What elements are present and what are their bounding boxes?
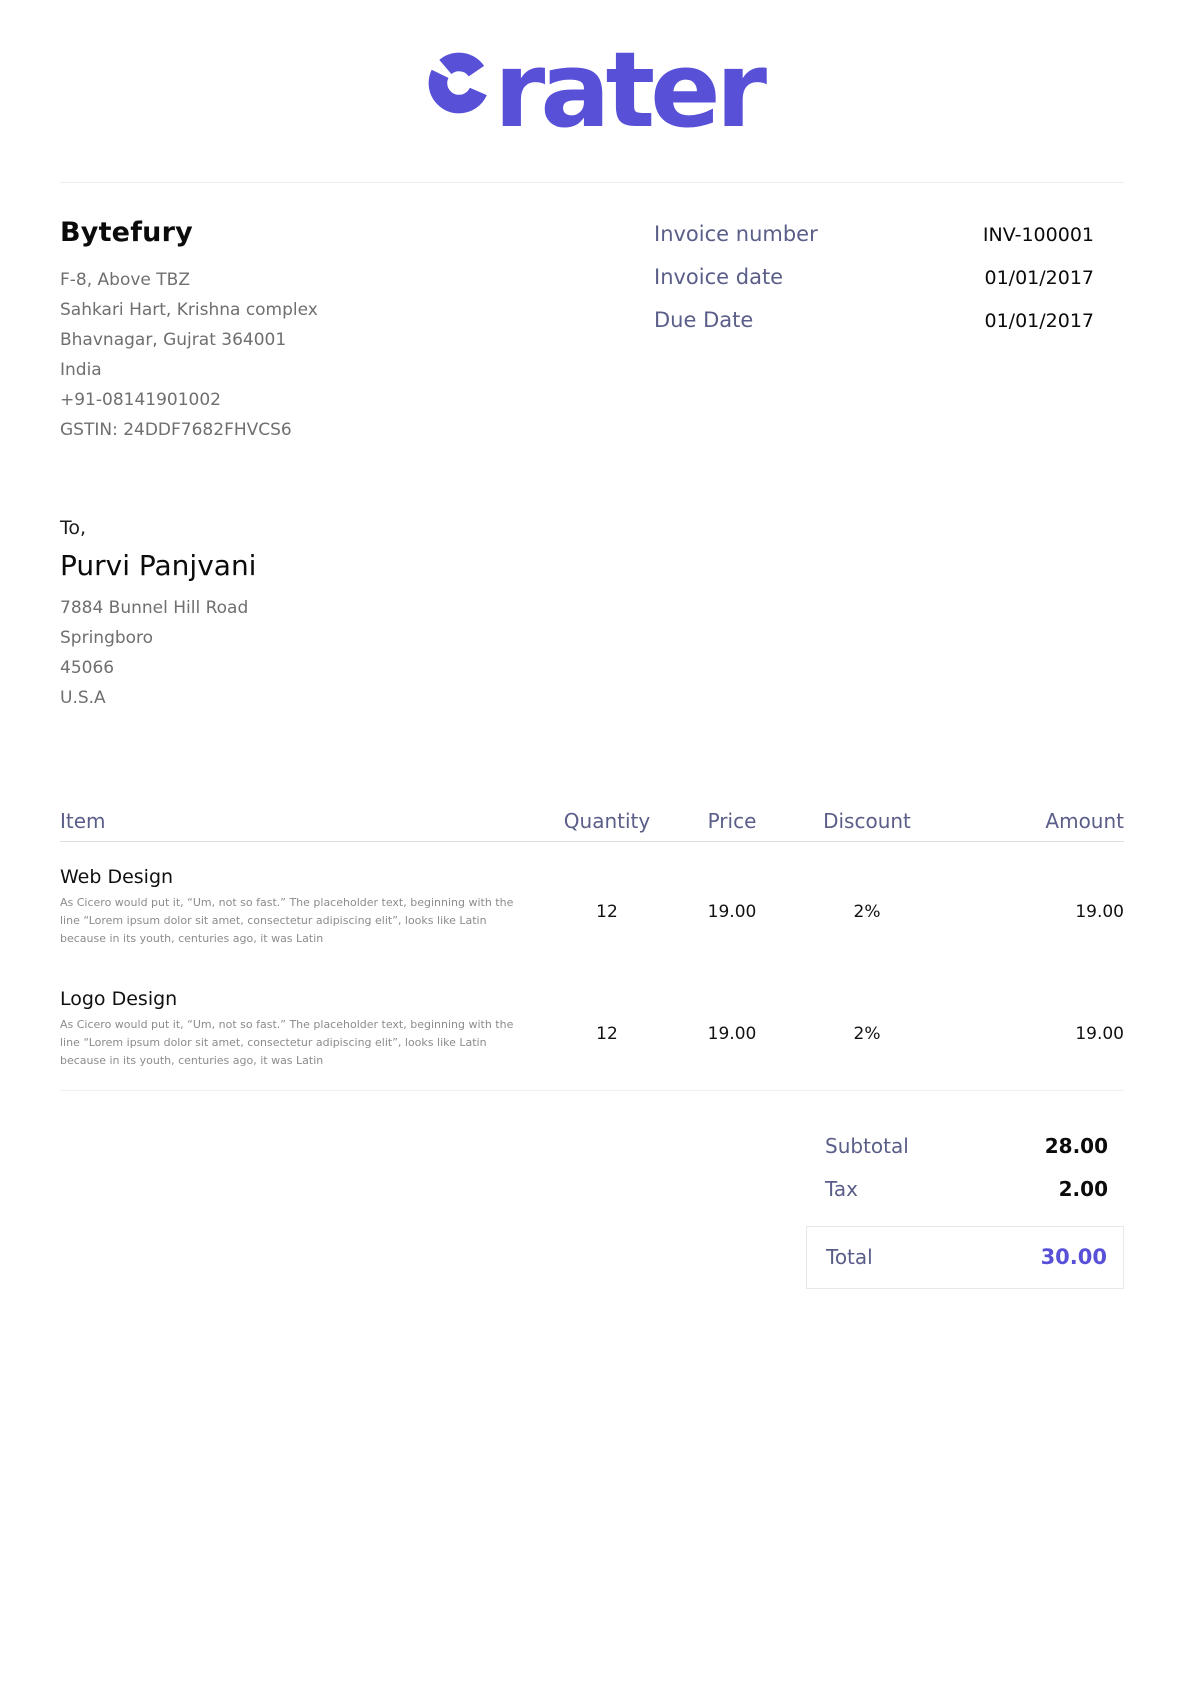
item-quantity: 12 bbox=[596, 1023, 618, 1044]
crater-logo bbox=[428, 29, 762, 151]
invoice-date-value: 01/01/2017 bbox=[984, 266, 1094, 289]
item-amount: 19.00 bbox=[1075, 1023, 1124, 1044]
item-discount: 2% bbox=[853, 1023, 881, 1044]
items-table bbox=[60, 713, 1124, 1070]
item-name: Web Design bbox=[60, 865, 174, 888]
seller-address-line: India bbox=[60, 359, 102, 380]
seller-name: Bytefury bbox=[60, 216, 193, 248]
table-row bbox=[60, 842, 1124, 948]
item-discount: 2% bbox=[853, 901, 881, 922]
item-description: As Cicero would put it, “Um, not so fast.” The placeholder text, beginning with the line “Lorem ipsum dolor sit amet, consectetur adipiscing elit”, looks like Latin because in its youth, centuries ago, it was Latin bbox=[60, 1017, 514, 1067]
tax-label: Tax bbox=[825, 1176, 858, 1201]
item-quantity: 12 bbox=[596, 901, 618, 922]
seller-address-line: F-8, Above TBZ bbox=[60, 269, 190, 290]
items-table-header bbox=[60, 809, 1124, 842]
item-amount: 19.00 bbox=[1075, 901, 1124, 922]
customer-address-line: U.S.A bbox=[60, 687, 106, 708]
subtotal-label: Subtotal bbox=[825, 1133, 909, 1158]
due-date-label: Due Date bbox=[654, 307, 754, 332]
header-quantity: Quantity bbox=[563, 808, 651, 833]
customer-address bbox=[60, 593, 1130, 713]
subtotal-row bbox=[806, 1133, 1124, 1160]
header bbox=[0, 0, 1190, 151]
invoice-number-label: Invoice number bbox=[654, 221, 818, 246]
header-discount: Discount bbox=[823, 808, 911, 833]
due-date-row bbox=[654, 307, 1094, 334]
customer-address-line: 45066 bbox=[60, 657, 115, 678]
customer-address-line: Springboro bbox=[60, 627, 154, 648]
item-cell bbox=[60, 864, 547, 948]
seller-block bbox=[60, 215, 318, 445]
invoice-meta bbox=[654, 215, 1094, 445]
seller-phone: +91-08141901002 bbox=[60, 389, 221, 410]
invoice-date-label: Invoice date bbox=[654, 264, 784, 289]
total-row bbox=[806, 1226, 1124, 1289]
subtotal-value: 28.00 bbox=[1044, 1133, 1108, 1158]
customer-address-line: 7884 Bunnel Hill Road bbox=[60, 597, 249, 618]
item-name: Logo Design bbox=[60, 987, 178, 1010]
tax-row bbox=[806, 1176, 1124, 1203]
info-section bbox=[60, 183, 1124, 445]
header-price: Price bbox=[707, 808, 757, 833]
seller-gstin: GSTIN: 24DDF7682FHVCS6 bbox=[60, 419, 292, 440]
total-value: 30.00 bbox=[1040, 1244, 1107, 1269]
seller-address-line: Sahkari Hart, Krishna complex bbox=[60, 299, 318, 320]
table-row bbox=[60, 948, 1124, 1070]
header-item: Item bbox=[60, 808, 106, 833]
invoice-number-value: INV-100001 bbox=[982, 223, 1094, 246]
bill-to-block bbox=[60, 445, 1130, 713]
seller-address bbox=[60, 265, 318, 445]
item-cell bbox=[60, 986, 547, 1070]
seller-address-line: Bhavnagar, Gujrat 364001 bbox=[60, 329, 287, 350]
total-label: Total bbox=[826, 1244, 873, 1269]
item-description: As Cicero would put it, “Um, not so fast.” The placeholder text, beginning with the line “Lorem ipsum dolor sit amet, consectetur adipiscing elit”, looks like Latin because in its youth, centuries ago, it was Latin bbox=[60, 895, 514, 945]
header-amount: Amount bbox=[1045, 808, 1124, 833]
logo-wordmark: rater bbox=[493, 29, 762, 151]
items-bottom-divider bbox=[60, 1090, 1124, 1091]
crater-c-icon bbox=[428, 52, 490, 118]
bill-to-label: To, bbox=[60, 516, 87, 539]
due-date-value: 01/01/2017 bbox=[984, 309, 1094, 332]
item-price: 19.00 bbox=[707, 901, 757, 922]
customer-name: Purvi Panjvani bbox=[60, 548, 257, 582]
item-price: 19.00 bbox=[707, 1023, 757, 1044]
invoice-number-row bbox=[654, 221, 1094, 248]
invoice-date-row bbox=[654, 264, 1094, 291]
tax-value: 2.00 bbox=[1058, 1176, 1108, 1201]
totals-section bbox=[806, 1133, 1124, 1289]
